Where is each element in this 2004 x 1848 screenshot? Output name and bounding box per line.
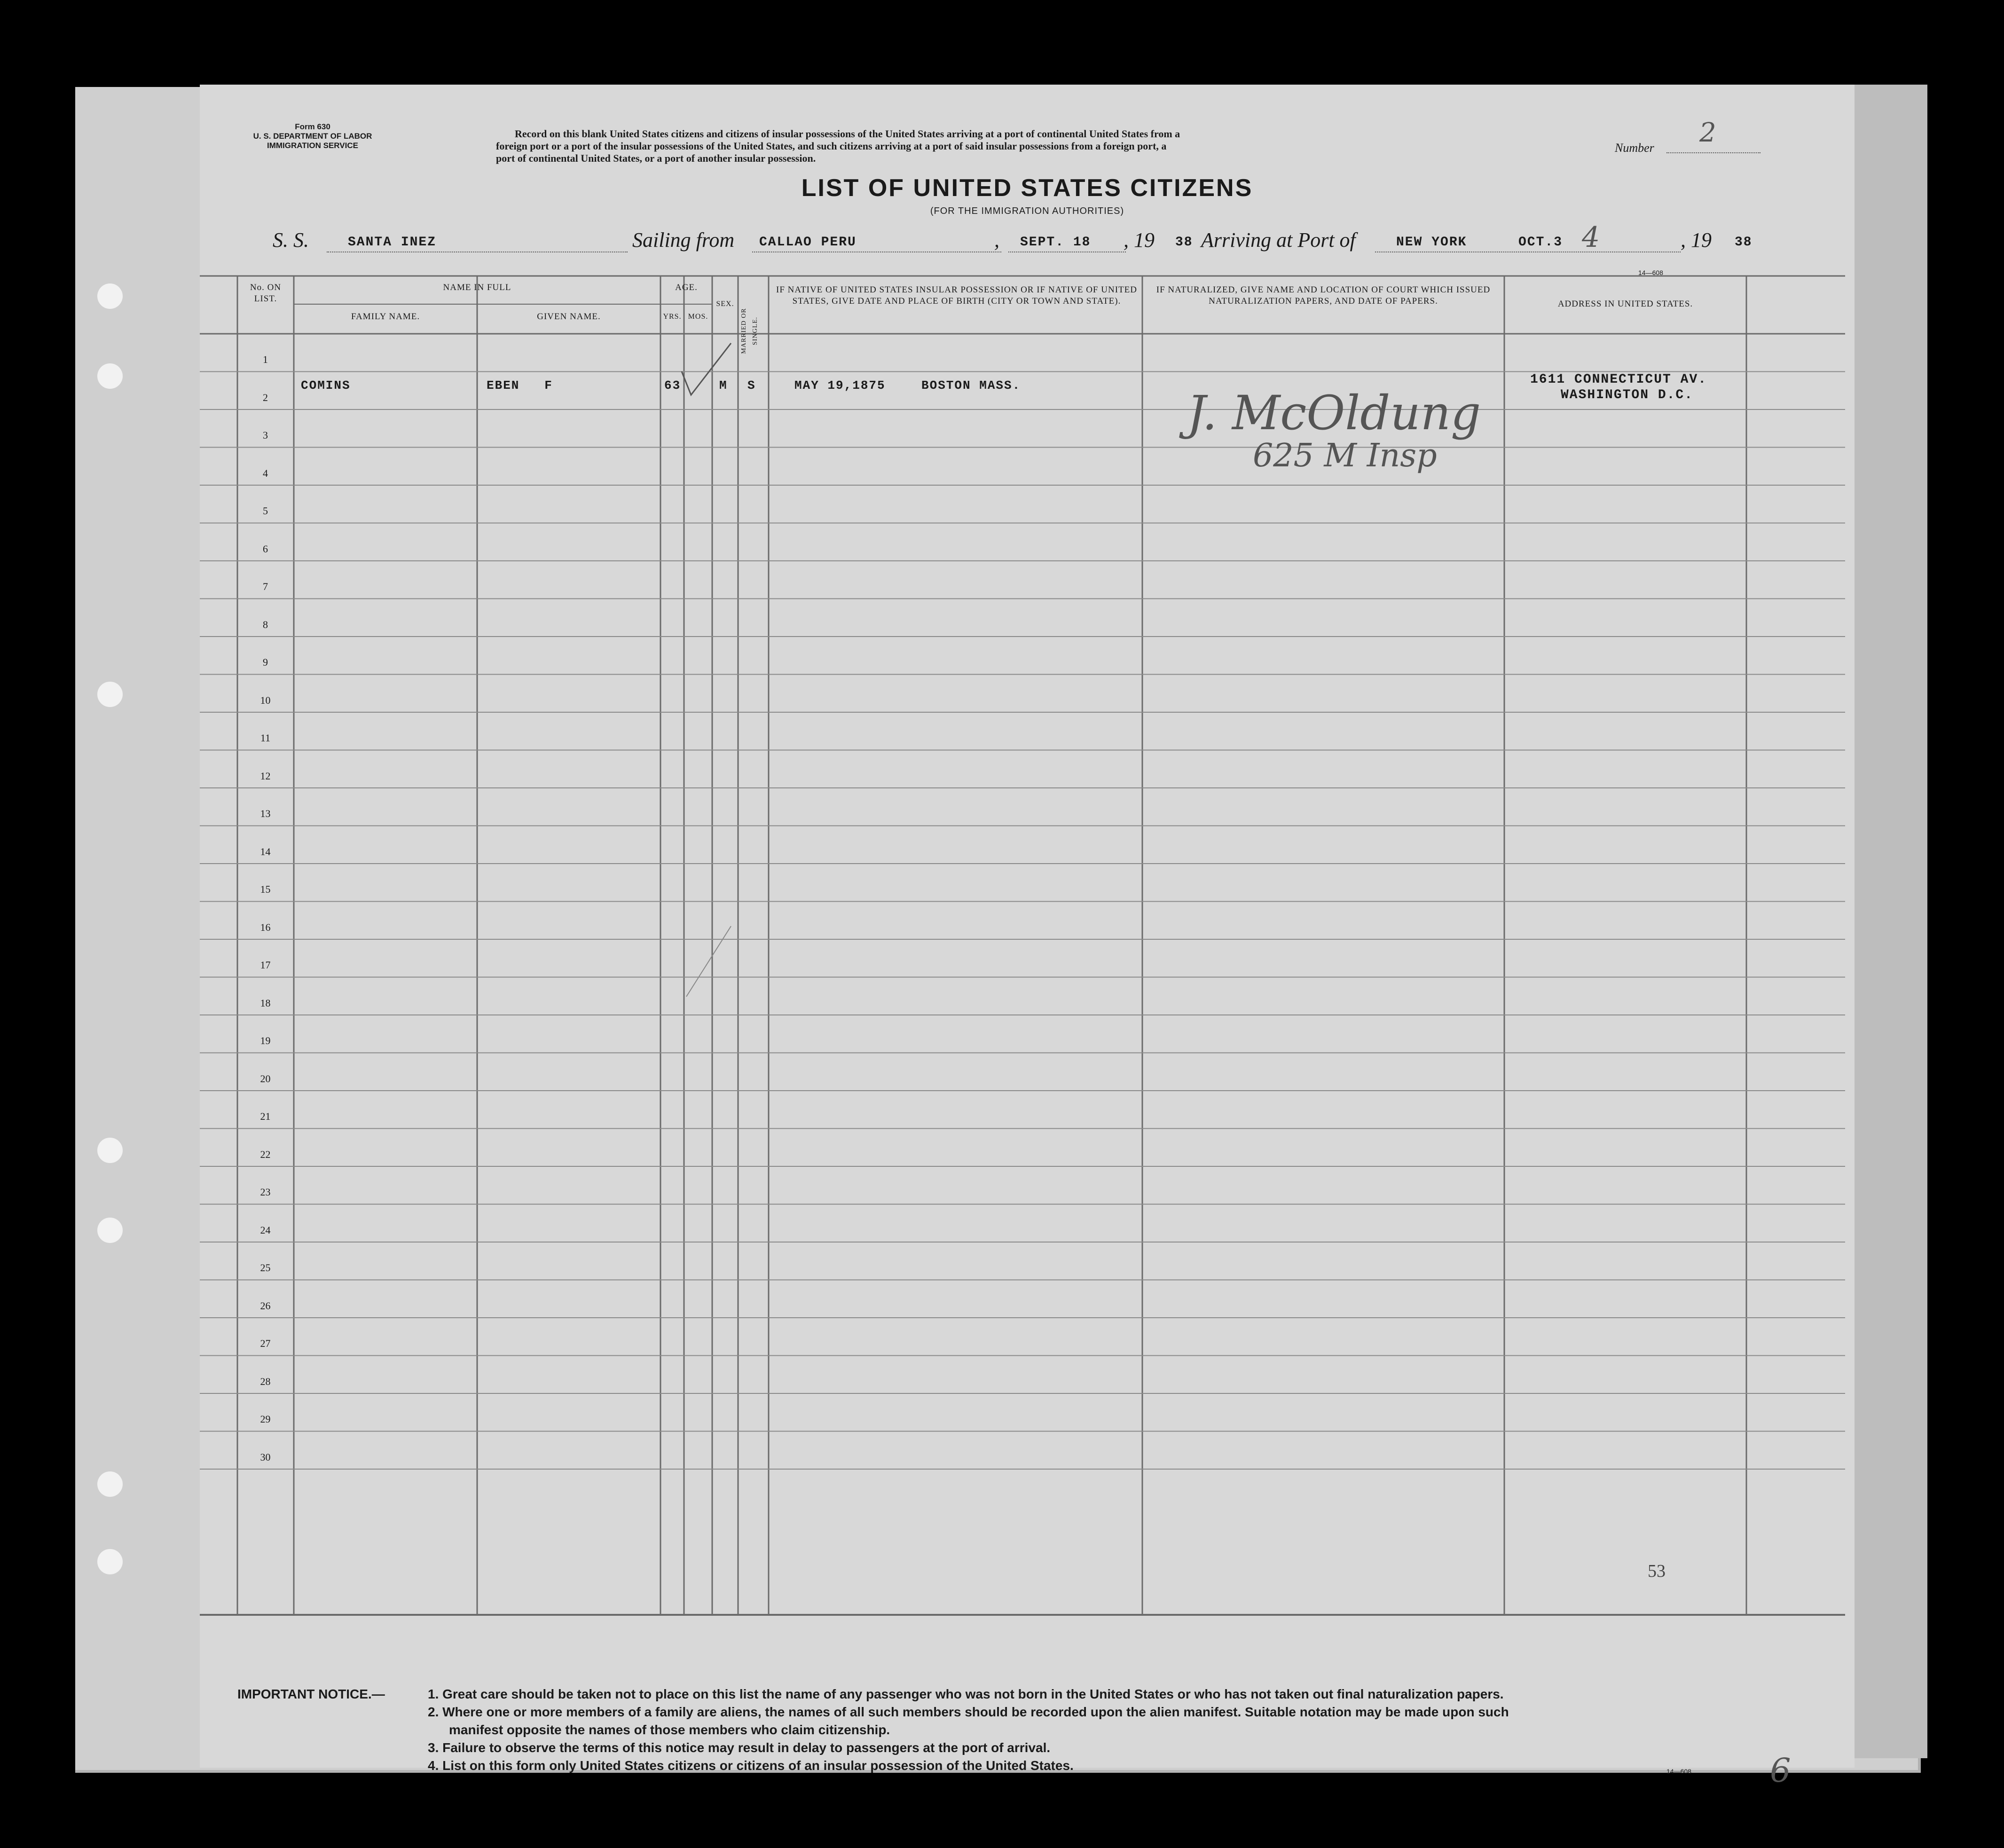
stamp-number: 53 bbox=[1648, 1561, 1666, 1581]
row-number: 21 bbox=[260, 1110, 271, 1122]
form-number: Form 630 bbox=[295, 122, 330, 131]
manifest-sheet: Form 630 U. S. DEPARTMENT OF LABOR IMMIGRATION SERVICE Record on this blank United States citizens and citizens of insular possessions of the United States arriving at a port of continental United States from a foreign port or a port of the insular possessions of the United States, and such citizens arriving at a port of said insular possessions from a foreign port, a port of continental United States, or a port of another insular possession. Number 2 LIST OF UNITED STATES CITIZENS (FOR THE IMMIGRATION AUTHORITIES) S. S. SANTA INEZ Sailing from CALLAO PERU , SEPT. 18 , 19 38 Arriving at Port of NEW YORK OCT.3 4 , 19 38 14—608 No. ON LIST. NAME IN FULL FAMILY NAME. GIVEN NAME. AGE. YRS. MOS. SEX. MARRIED OR SINGLE. IF NATIVE OF UNITED STATES INSULAR POSSESSION OR IF NATIVE OF UNITED STATES, GIVE DATE AND PLACE OF BIRTH (CITY OR TOWN AND STATE). IF NATURALIZED, GIVE NAME AND LOCATION OF COURT WHICH ISSUED NATURALIZATION PAPERS, AND DATE OF PAPERS. ADDRESS IN UNITED STATES. 1 2 3 4 5 6 7 8 9 10 11 12 13 14 15 16 17 18 19 20 21 22 23 24 25 26 27 28 29 30 COMINS EBEN F 63 M S MAY 19,1875 BOSTON MASS. 1611 CONNECTICUT AV. WASHINGTON D.C. J. McOldung 625 M Insp 53 IMPORTANT NOTICE.— 1. Great care should be taken not to place on this list the name of any passenger who was not born in the United States or who has not taken out final naturalization papers. 2. Where one or more members of a family are aliens, the names of all such members should be recorded upon the alien manifest. Suitable notation may be made upon such manifest opposite the names of those members who claim citizenship. 3. Failure to observe the terms of this notice may result in delay to passengers at the port of arrival. 4. List on this form only United States citizens or citizens of an insular possession of the United States. 14—608 6 bbox=[200, 85, 1855, 1768]
form-header bbox=[251, 122, 374, 150]
sailing-label: Sailing from bbox=[632, 228, 735, 252]
row-number: 2 bbox=[263, 391, 268, 403]
row-number: 23 bbox=[260, 1186, 271, 1198]
row-number: 18 bbox=[260, 997, 271, 1009]
arrive-year: 38 bbox=[1735, 235, 1753, 250]
form-code: 14—608 bbox=[1638, 269, 1663, 276]
entry-address-1: 1611 CONNECTICUT AV. bbox=[1530, 372, 1707, 387]
row-number: 10 bbox=[260, 694, 271, 706]
checkmark-icon bbox=[679, 338, 736, 1044]
col-mos: MOS. bbox=[688, 313, 708, 321]
entry-age-yrs: 63 bbox=[664, 378, 681, 393]
entry-sex: M bbox=[719, 378, 728, 393]
record-line-2: foreign port or a port of the insular possessions of the United States, and such citizens arriving at a port of said insular possessions from a foreign port, a bbox=[496, 140, 1167, 152]
col-family-name: FAMILY NAME. bbox=[351, 312, 420, 322]
col-address: ADDRESS IN UNITED STATES. bbox=[1557, 299, 1693, 309]
col-age: AGE. bbox=[675, 283, 698, 292]
manifest-grid bbox=[200, 270, 1855, 1634]
notice-item-1: 1. Great care should be taken not to place on this list the name of any passenger who was not born in the United States or who has not taken out final naturalization papers. bbox=[428, 1687, 1504, 1701]
record-line-3: port of continental United States, or a port of another insular possession. bbox=[496, 152, 816, 164]
binder-hole bbox=[97, 283, 123, 309]
department: U. S. DEPARTMENT OF LABOR bbox=[253, 132, 372, 141]
row-number: 20 bbox=[260, 1072, 271, 1085]
binder-hole bbox=[97, 1218, 123, 1243]
ship-name: SANTA INEZ bbox=[348, 235, 437, 250]
number-line bbox=[1666, 151, 1760, 153]
binder-hole bbox=[97, 1549, 123, 1574]
record-line-1: Record on this blank United States citizens and citizens of insular possessions of the United States arriving at a port of continental United States from a bbox=[515, 128, 1180, 140]
row-number: 9 bbox=[263, 656, 268, 668]
row-number: 28 bbox=[260, 1375, 271, 1387]
page-subtitle: (FOR THE IMMIGRATION AUTHORITIES) bbox=[930, 206, 1124, 216]
row-number: 16 bbox=[260, 921, 271, 933]
number-value: 2 bbox=[1699, 118, 1716, 148]
notice-items bbox=[428, 1685, 1829, 1775]
row-number: 3 bbox=[263, 429, 268, 441]
row-number: 11 bbox=[260, 732, 271, 744]
row-number: 29 bbox=[260, 1413, 271, 1425]
row-number: 26 bbox=[260, 1299, 271, 1312]
row-number: 14 bbox=[260, 845, 271, 857]
notice-item-2: 2. Where one or more members of a family are aliens, the names of all such members should be recorded upon the alien manifest. Suitable notation may be made upon such bbox=[428, 1705, 1509, 1719]
inspector-note: 625 M Insp bbox=[1253, 437, 1437, 474]
arrive-date-hand: 4 bbox=[1582, 221, 1600, 254]
row-number: 13 bbox=[260, 808, 271, 819]
entry-address-2: WASHINGTON D.C. bbox=[1561, 388, 1694, 402]
row-number: 19 bbox=[260, 1035, 271, 1046]
entry-birth-date: MAY 19,1875 bbox=[794, 378, 886, 393]
col-native: IF NATIVE OF UNITED STATES INSULAR POSSESSION OR IF NATIVE OF UNITED STATES, GIVE DATE AND PLACE OF BIRTH (CITY OR TOWN AND STATE). bbox=[776, 285, 1137, 306]
port-to: NEW YORK bbox=[1396, 235, 1467, 250]
page-mark: 6 bbox=[1770, 1751, 1791, 1790]
row-number: 17 bbox=[260, 959, 271, 971]
col-married: MARRIED OR SINGLE. bbox=[740, 308, 759, 354]
sail-year-prefix: , 19 bbox=[1124, 228, 1155, 252]
record-instructions bbox=[496, 128, 1746, 165]
sail-date: SEPT. 18 bbox=[1020, 235, 1091, 250]
row-number: 6 bbox=[263, 543, 268, 555]
row-number: 12 bbox=[260, 770, 271, 782]
notice-heading: IMPORTANT NOTICE.— bbox=[237, 1687, 385, 1701]
service: IMMIGRATION SERVICE bbox=[267, 141, 358, 150]
ss-label: S. S. bbox=[273, 228, 309, 252]
binder-hole bbox=[97, 1471, 123, 1497]
arrive-year-prefix: , 19 bbox=[1681, 228, 1712, 252]
col-no: No. ON LIST. bbox=[250, 283, 282, 304]
number-label: Number bbox=[1615, 141, 1654, 155]
notice-item-2-cont: manifest opposite the names of those members who claim citizenship. bbox=[449, 1722, 890, 1737]
port-from: CALLAO PERU bbox=[759, 235, 857, 250]
inspector-signature: J. McOldung bbox=[1187, 385, 1481, 440]
col-naturalized: IF NATURALIZED, GIVE NAME AND LOCATION OF COURT WHICH ISSUED NATURALIZATION PAPERS, AND DATE OF PAPERS. bbox=[1156, 285, 1491, 306]
notice-item-3: 3. Failure to observe the terms of this notice may result in delay to passengers at the port of arrival. bbox=[428, 1740, 1051, 1755]
arriving-label: Arriving at Port of bbox=[1201, 228, 1356, 252]
page-title: LIST OF UNITED STATES CITIZENS bbox=[801, 174, 1253, 202]
col-yrs: YRS. bbox=[663, 313, 682, 321]
row-number: 15 bbox=[260, 883, 271, 895]
row-number: 1 bbox=[263, 354, 268, 365]
footer-code: 14—608 bbox=[1666, 1768, 1691, 1775]
row-number: 8 bbox=[263, 618, 268, 630]
entry-marital: S bbox=[747, 378, 756, 393]
entry-family-name: COMINS bbox=[301, 378, 351, 393]
binder-hole bbox=[97, 682, 123, 707]
row-number: 24 bbox=[260, 1224, 271, 1236]
col-sex: SEX. bbox=[716, 300, 734, 308]
row-number: 30 bbox=[260, 1451, 271, 1463]
row-number: 25 bbox=[260, 1262, 271, 1274]
col-given-name: GIVEN NAME. bbox=[537, 312, 601, 322]
notice-item-4: 4. List on this form only United States citizens or citizens of an insular possession of the United States. bbox=[428, 1758, 1074, 1773]
entry-birth-place: BOSTON MASS. bbox=[921, 378, 1021, 393]
row-number: 4 bbox=[263, 467, 268, 479]
row-number: 7 bbox=[263, 581, 268, 592]
binder-hole bbox=[97, 363, 123, 389]
row-number: 22 bbox=[260, 1148, 271, 1160]
entry-given-name: EBEN F bbox=[487, 378, 553, 393]
binder-hole bbox=[97, 1138, 123, 1163]
row-number: 5 bbox=[263, 505, 268, 517]
row-number: 27 bbox=[260, 1337, 271, 1349]
arrive-date: OCT.3 bbox=[1518, 235, 1563, 250]
col-name-in-full: NAME IN FULL bbox=[443, 283, 511, 292]
sail-year: 38 bbox=[1175, 235, 1193, 250]
